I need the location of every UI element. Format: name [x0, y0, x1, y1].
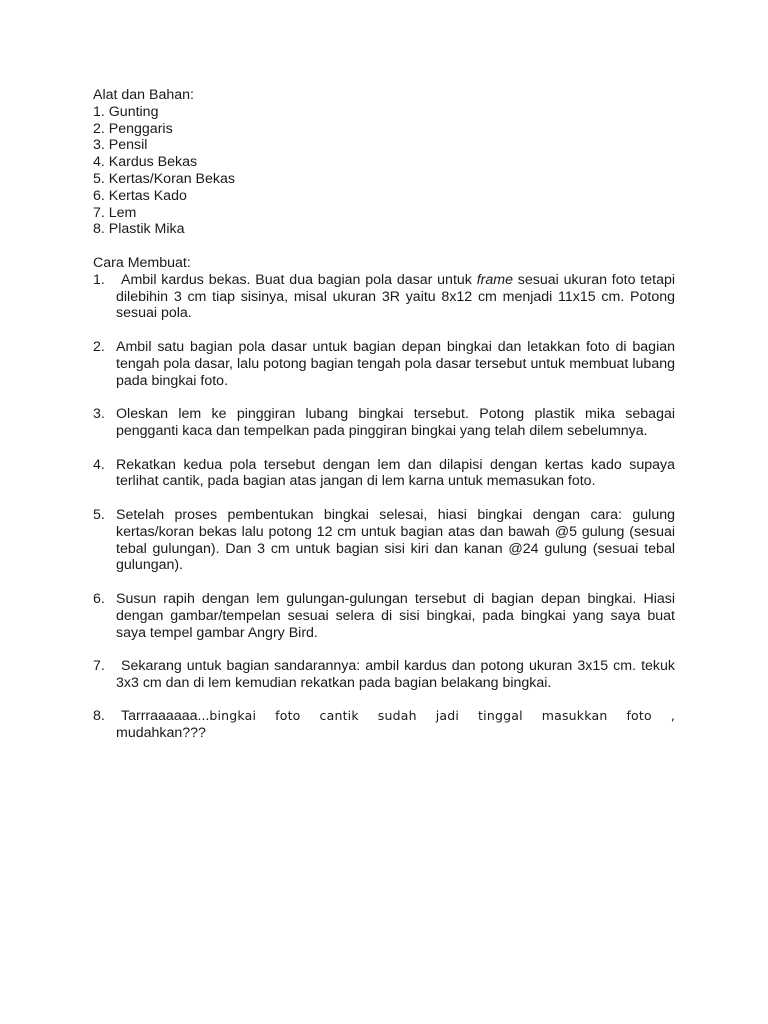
- step-item: [93, 272, 675, 322]
- step-item: [93, 339, 675, 389]
- document-page: [93, 87, 675, 759]
- step-number: 6.: [93, 590, 105, 607]
- step-number: 4.: [93, 456, 105, 473]
- tools-heading: Alat dan Bahan:: [93, 87, 194, 103]
- step-item: [93, 708, 675, 742]
- step-text: Ambil satu bagian pola dasar untuk bagian depan bingkai dan letakkan foto di bagian tengah pola dasar, lalu potong bagian tengah pola dasar tersebut untuk membuat lubang pada bingkai foto.: [116, 338, 675, 389]
- step-number: 2.: [93, 338, 105, 355]
- step-number: 3.: [93, 406, 105, 423]
- step-item: [93, 658, 675, 692]
- step-text: Setelah proses pembentukan bingkai selesai, hiasi bingkai dengan cara: gulung kertas/koran bekas lalu potong 12 cm untuk bagian atas dan bawah @5 gulung (sesuai tebal gulungan). Dan 3 cm untuk bagian sisi kiri dan kanan @24 gulung (sesuai tebal gulungan).: [116, 506, 675, 574]
- tool-item: 8. Plastik Mika: [93, 221, 185, 238]
- step-text: Susun rapih dengan lem gulungan-gulungan tersebut di bagian depan bingkai. Hiasi dengan gambar/tempelan sesuai selera di sisi bingkai, pada bingkai yang saya buat saya tempel gambar Angry Bird.: [116, 590, 675, 641]
- step-text: Rekatkan kedua pola tersebut dengan lem dan dilapisi dengan kertas kado supaya terlihat cantik, pada bagian atas jangan di lem karna untuk memasukan foto.: [116, 456, 675, 490]
- tool-item: 2. Penggaris: [93, 120, 173, 137]
- tool-item: 4. Kardus Bekas: [93, 154, 198, 171]
- step-number: 7.: [93, 658, 105, 675]
- step-text: Tarrraaaaaa...bingkai foto cantik sudah jadi tinggal masukkan foto ,: [121, 708, 675, 725]
- tool-item: 1. Gunting: [93, 103, 159, 120]
- tool-item: 3. Pensil: [93, 137, 148, 154]
- step-number: 8.: [93, 708, 105, 725]
- step-item: [93, 591, 675, 641]
- tools-list: [93, 104, 675, 238]
- tool-item: 6. Kertas Kado: [93, 187, 187, 204]
- step-item: [93, 406, 675, 440]
- italic-term: frame: [476, 271, 513, 288]
- steps-list: [93, 272, 675, 742]
- step-number: 1.: [93, 271, 105, 288]
- tool-item: 7. Lem: [93, 204, 137, 221]
- step-text: Oleskan lem ke pinggiran lubang bingkai tersebut. Potong plastik mika sebagai pengganti kaca dan tempelkan pada pinggiran bingkai yang telah dilem sebelumnya.: [116, 406, 675, 439]
- step-item: [93, 457, 675, 491]
- step-text: Ambil kardus bekas. Buat dua bagian pola dasar untuk frame sesuai ukuran foto tetapi dilebihin 3 cm tiap sisinya, misal ukuran 3R yaitu 8x12 cm menjadi 11x15 cm. Potong sesuai pola.: [116, 271, 675, 322]
- steps-heading: Cara Membuat:: [93, 254, 191, 271]
- step-item: [93, 507, 675, 574]
- tool-item: 5. Kertas/Koran Bekas: [93, 170, 235, 187]
- step-text: Sekarang untuk bagian sandarannya: ambil kardus dan potong ukuran 3x15 cm. tekuk 3x3 cm dan di lem kemudian rekatkan pada bagian belakang bingkai.: [116, 658, 675, 691]
- step-text-line2: mudahkan???: [116, 725, 206, 742]
- step-number: 5.: [93, 506, 105, 523]
